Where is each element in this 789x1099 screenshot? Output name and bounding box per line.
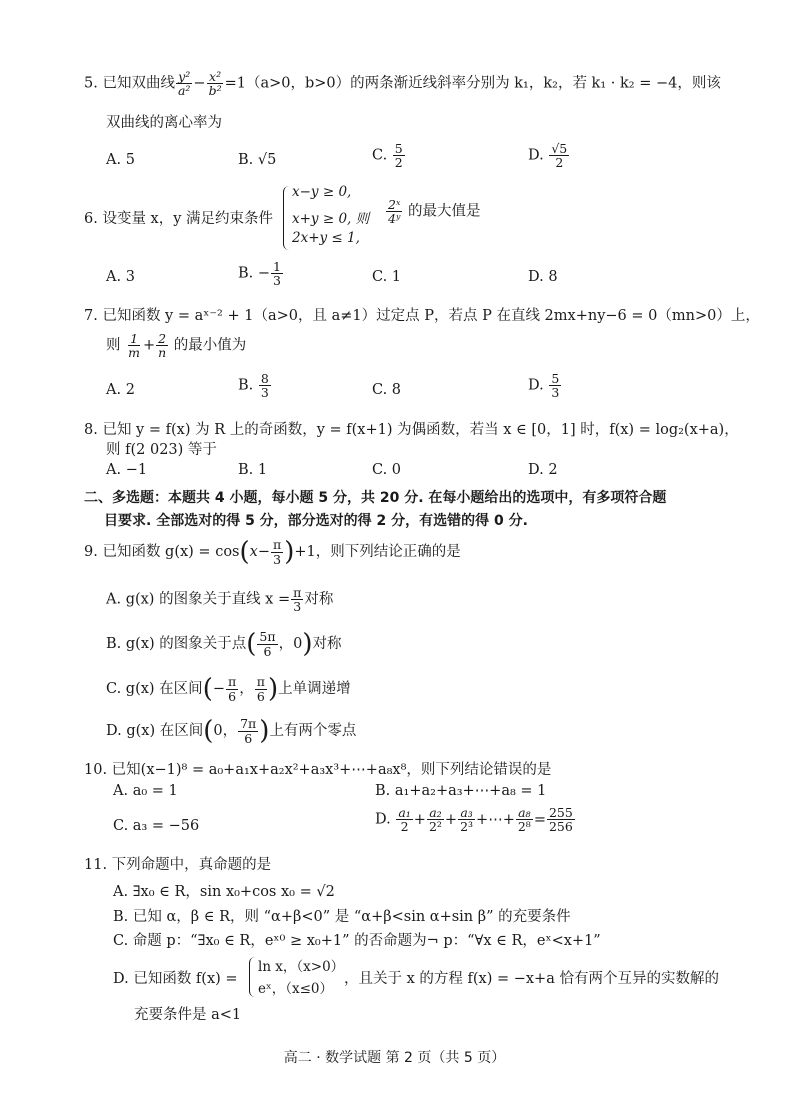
num: 7π — [240, 716, 257, 732]
zero: 0， — [213, 723, 238, 739]
q9-stem — [84, 537, 461, 567]
q7-option-c: C. 8 — [372, 382, 402, 398]
q10-d-term-3 — [458, 806, 475, 833]
operator: + — [444, 811, 458, 828]
section2-line2: 目要求. 全部选对的得 5 分，部分选对的得 2 分，有选错的得 0 分. — [104, 513, 528, 529]
q11-case-1: ln x，（x>0） — [258, 959, 345, 975]
den: 3 — [551, 385, 560, 401]
minus: − — [193, 75, 206, 92]
q10-d-term-1 — [396, 806, 412, 833]
den: 2⁸ — [517, 819, 531, 835]
num: π — [256, 674, 265, 690]
frac-2 — [156, 332, 168, 359]
page-footer: 高二 · 数学试题 第 2 页（共 5 页） — [283, 1050, 506, 1066]
q5-frac-y — [176, 70, 192, 97]
q5-text-a: 5. 已知双曲线 — [84, 75, 175, 92]
label: B. — [238, 377, 254, 394]
q6-brace — [283, 186, 292, 250]
q10-line1: 10. 已知(x−1)⁸ = a₀+a₁x+a₂x²+a₃x³+⋯+a₈x⁸，则下列结论错误的是 — [84, 762, 552, 778]
q5-line2: 双曲线的离心率为 — [106, 115, 222, 131]
operator: +⋯+ — [476, 811, 515, 828]
q5-option-a: A. 5 — [106, 152, 135, 168]
q11-option-a: A. ∃x₀ ∈ R，sin x₀+cos x₀ = √2 — [113, 884, 335, 900]
den: b² — [208, 83, 222, 99]
frac — [291, 586, 303, 613]
q9-option-a — [106, 586, 333, 613]
den: 2³ — [460, 819, 474, 835]
num: 5π — [259, 629, 276, 645]
frac — [259, 372, 271, 399]
frac — [393, 142, 405, 169]
num: y² — [178, 69, 191, 84]
minus: − — [212, 681, 225, 697]
paren-open: ( — [239, 537, 250, 567]
num: 8 — [260, 371, 269, 386]
q10-d-terms — [395, 805, 546, 835]
q11-option-d-a: D. 已知函数 f(x) = — [113, 971, 238, 987]
num: 2ˣ — [388, 197, 401, 212]
q5-option-b: B. √5 — [238, 152, 277, 168]
den: n — [158, 345, 167, 361]
num: √5 — [551, 141, 568, 156]
num: 1 — [273, 259, 281, 274]
den: a² — [177, 83, 191, 99]
frac — [271, 538, 283, 565]
paren-open: ( — [203, 716, 214, 746]
num: π — [272, 537, 282, 553]
q10-option-c: C. a₃ = −56 — [113, 818, 200, 834]
q8-line1: 8. 已知 y = f(x) 为 R 上的奇函数，y = f(x+1) 为偶函数，若当 x ∈ [0，1] 时，f(x) = log₂(x+a)， — [84, 422, 739, 438]
text-a: B. g(x) 的图象关于点 — [106, 636, 247, 652]
num: 1 — [130, 331, 139, 346]
paren-close: ) — [259, 716, 270, 746]
paren-open: ( — [246, 629, 257, 659]
frac — [271, 260, 283, 287]
q10-option-b: B. a₁+a₂+a₃+⋯+a₈ = 1 — [375, 783, 547, 799]
q6-target — [385, 198, 481, 225]
q8-line2: 则 f(2 023) 等于 — [106, 442, 217, 458]
den: 3 — [273, 273, 281, 289]
frac-1 — [226, 675, 238, 702]
den: 6 — [256, 688, 265, 704]
text-a: D. g(x) 在区间 — [106, 723, 204, 739]
q11-line1: 11. 下列命题中，真命题的是 — [84, 857, 272, 873]
frac — [386, 198, 402, 225]
label: B. − — [238, 265, 271, 282]
den: 4ʸ — [388, 211, 401, 227]
frac — [238, 717, 258, 744]
frac — [257, 630, 277, 657]
q11-option-d-line2: 充要条件是 a<1 — [134, 1007, 242, 1023]
den: 6 — [263, 643, 272, 659]
q6-option-b — [238, 260, 284, 287]
operator: = — [533, 811, 546, 828]
q10-option-a: A. a₀ = 1 — [113, 783, 178, 799]
q9-option-b — [106, 629, 341, 659]
label: C. — [372, 147, 388, 164]
num: a₂ — [429, 805, 442, 820]
text-a: C. g(x) 在区间 — [106, 681, 203, 697]
q9-option-c — [106, 674, 351, 704]
den: 2² — [428, 819, 442, 835]
q8-option-c: C. 0 — [372, 462, 402, 478]
text-b: 对称 — [312, 636, 342, 652]
q11-option-c: C. 命题 p：“∃x₀ ∈ R，eˣ⁰ ≥ x₀+1” 的否命题为¬ p：“∀x ∈ R，eˣ<x+1” — [113, 933, 601, 949]
q6-constraint-2: x+y ≥ 0, 则 — [292, 211, 370, 227]
den: m — [128, 345, 140, 361]
den: 6 — [228, 688, 237, 704]
q6-option-d: D. 8 — [528, 269, 558, 285]
frac-2 — [255, 675, 267, 702]
text-b: 上单调递增 — [278, 681, 351, 697]
q10-d-term-4 — [516, 806, 533, 833]
num: a₈ — [518, 805, 531, 820]
q7-option-a: A. 2 — [106, 382, 135, 398]
num: π — [293, 585, 302, 600]
paren-close: ) — [302, 629, 313, 659]
text-b: 的最小值为 — [173, 337, 247, 354]
den: 3 — [293, 599, 302, 615]
q6-text-a: 6. 设变量 x，y 满足约束条件 — [84, 211, 274, 227]
frac-1 — [126, 332, 142, 359]
num: a₁ — [398, 805, 411, 820]
q11-option-d-b: ，且关于 x 的方程 f(x) = −x+a 恰有两个互异的实数解的 — [344, 971, 719, 987]
operator: + — [413, 811, 426, 828]
q7-option-b — [238, 372, 272, 399]
text: 的最大值是 — [408, 203, 481, 220]
plus: + — [142, 337, 156, 354]
num: a₃ — [460, 805, 473, 820]
q11-option-b: B. 已知 α，β ∈ R，则 “α+β<0” 是 “α+β<sin α+sin β” 的充要条件 — [113, 909, 571, 925]
q6-constraint-3: 2x+y ≤ 1, — [292, 230, 360, 246]
q11-case-2: eˣ，（x≤0） — [258, 981, 333, 997]
num: 2 — [158, 331, 167, 346]
den: 2 — [400, 819, 409, 835]
text-a: 9. 已知函数 g(x) = cos — [84, 544, 240, 560]
num: x² — [209, 69, 222, 84]
den: 2 — [394, 155, 403, 171]
frac-result — [547, 806, 575, 833]
q5-option-d — [528, 142, 570, 169]
den: 6 — [244, 730, 253, 746]
q8-option-d: D. 2 — [528, 462, 558, 478]
label: D. — [528, 147, 544, 164]
label: D. — [375, 811, 391, 828]
inner: x− — [249, 544, 270, 560]
q10-d-term-2 — [427, 806, 444, 833]
q8-option-b: B. 1 — [238, 462, 268, 478]
q7-line1: 7. 已知函数 y = aˣ⁻² + 1（a>0，且 a≠1）过定点 P，若点 P 在直线 2mx+ny−6 = 0（mn>0）上， — [84, 308, 760, 324]
text-b: +1，则下列结论正确的是 — [294, 544, 461, 560]
den: 3 — [273, 551, 282, 567]
frac — [549, 372, 561, 399]
q10-option-d — [375, 806, 576, 833]
paren-close: ) — [267, 674, 279, 704]
frac — [549, 142, 569, 169]
den: 256 — [548, 819, 573, 835]
den: 2 — [555, 155, 564, 171]
num: π — [228, 674, 237, 690]
num: 5 — [551, 371, 560, 386]
q11-brace — [249, 957, 257, 997]
q5-stem — [84, 70, 721, 97]
mid: ，0 — [278, 636, 303, 652]
comma: ， — [239, 681, 254, 697]
q6-option-a: A. 3 — [106, 269, 135, 285]
num: 255 — [548, 805, 573, 820]
num: 5 — [394, 141, 403, 156]
den: 3 — [260, 385, 269, 401]
q8-option-a: A. −1 — [106, 462, 148, 478]
text-b: 对称 — [304, 591, 334, 608]
q7-option-d — [528, 372, 562, 399]
label: D. — [528, 377, 544, 394]
q6-constraint-1: x−y ≥ 0, — [292, 184, 352, 200]
text-a: A. g(x) 的图象关于直线 x = — [106, 591, 291, 608]
q7-line2 — [106, 332, 246, 359]
q6-option-c: C. 1 — [372, 269, 402, 285]
q5-text-b: =1（a>0，b>0）的两条渐近线斜率分别为 k₁，k₂，若 k₁ · k₂ = −4，则该 — [224, 75, 721, 92]
paren-close: ) — [284, 537, 295, 567]
q5-option-c — [372, 142, 406, 169]
q9-option-d — [106, 716, 356, 746]
paren-open: ( — [202, 674, 213, 704]
section2-line1: 二、多选题：本题共 4 小题，每小题 5 分，共 20 分. 在每小题给出的选项中，有多项符合题 — [84, 490, 667, 506]
q5-frac-x — [207, 70, 224, 97]
text-a: 则 — [106, 337, 121, 354]
text-b: 上有两个零点 — [269, 723, 357, 739]
